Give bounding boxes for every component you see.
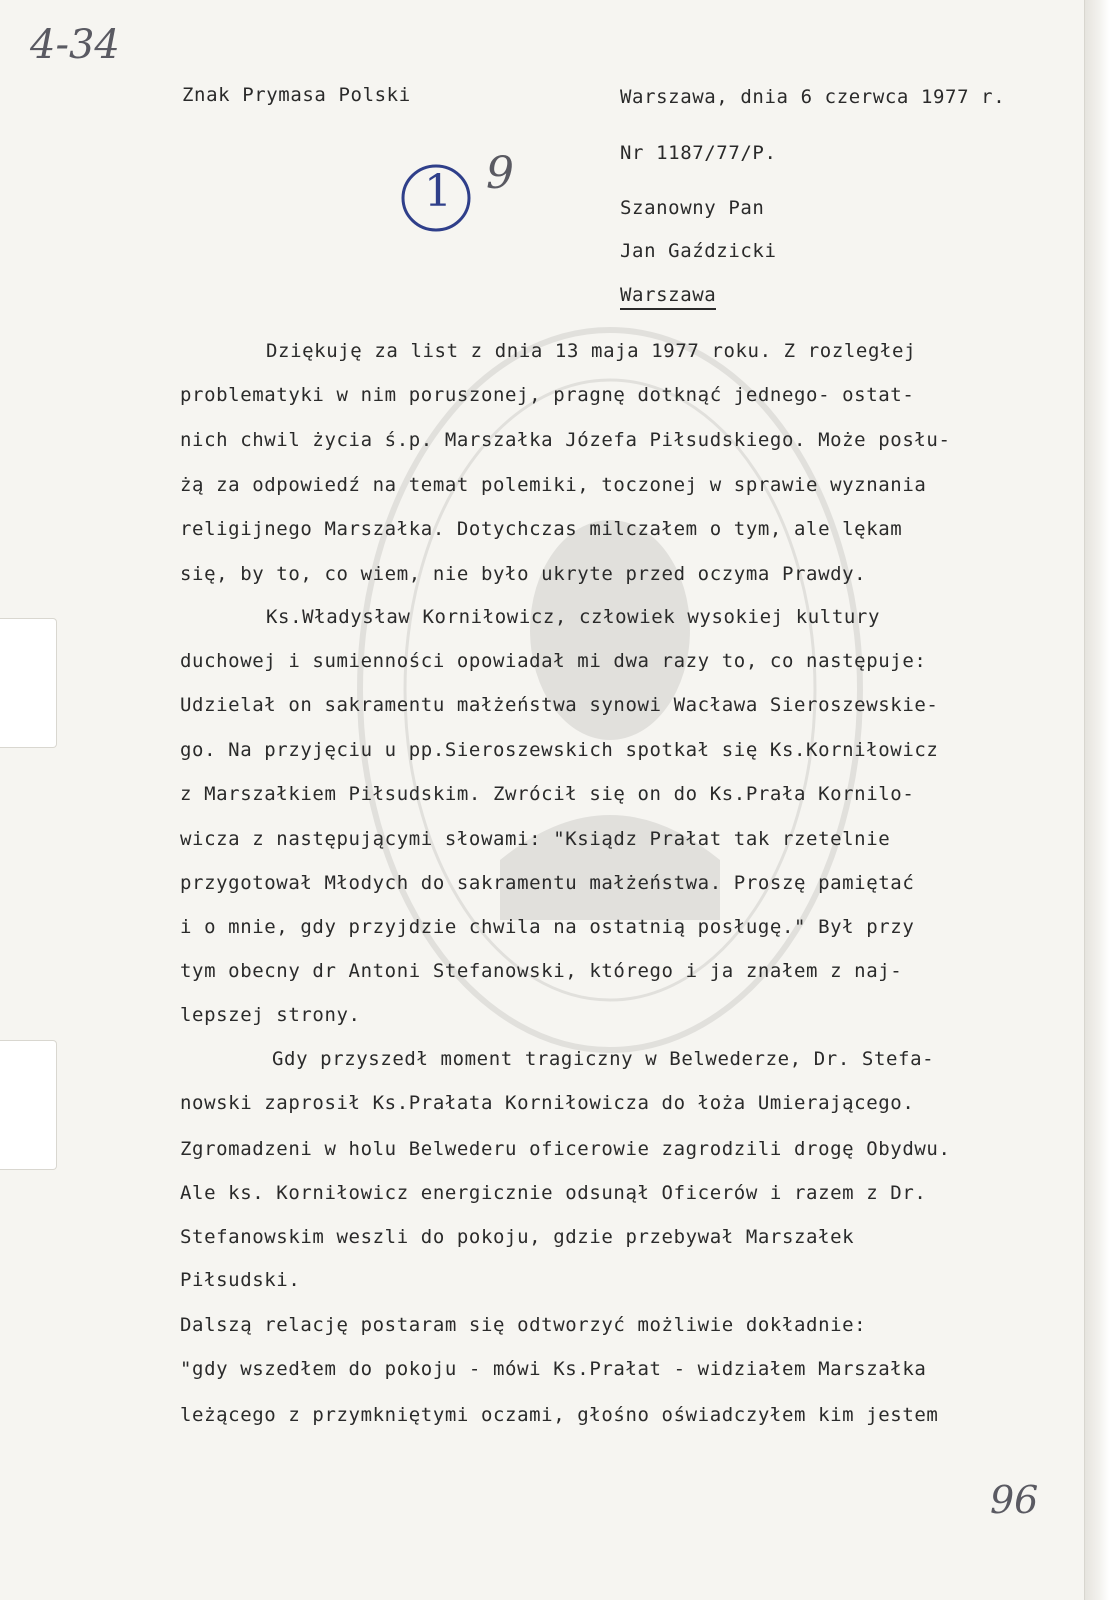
body-line: wicza z następującymi słowami: "Ksiądz Prałat tak rzetelnie bbox=[180, 828, 891, 850]
body-line: go. Na przyjęciu u pp.Sieroszewskich spotkał się Ks.Korniłowicz bbox=[180, 739, 939, 761]
body-line: Udzielał on sakramentu małżeństwa synowi Wacława Sieroszewskie- bbox=[180, 694, 939, 716]
archive-mark-bottom-right: 96 bbox=[990, 1478, 1039, 1522]
body-line: Ale ks. Korniłowicz energicznie odsunął Oficerów i razem z Dr. bbox=[180, 1182, 927, 1204]
body-line: nowski zaprosił Ks.Prałata Korniłowicza do łoża Umierającego. bbox=[180, 1092, 915, 1114]
body-line: Gdy przyszedł moment tragiczny w Belwederze, Dr. Stefa- bbox=[272, 1048, 935, 1070]
binder-hole-lower bbox=[0, 1040, 57, 1170]
body-line: "gdy wszedłem do pokoju - mówi Ks.Prałat - widziałem Marszałka bbox=[180, 1358, 927, 1380]
addressee-salutation: Szanowny Pan bbox=[620, 197, 765, 219]
body-line: się, by to, co wiem, nie było ukryte przed oczyma Prawdy. bbox=[180, 563, 867, 585]
body-line: przygotował Młodych do sakramentu małżeństwa. Proszę pamiętać bbox=[180, 872, 915, 894]
body-line: tym obecny dr Antoni Stefanowski, którego i ja znałem z naj- bbox=[180, 960, 903, 982]
body-line: Piłsudski. bbox=[180, 1269, 301, 1291]
paper-edge bbox=[1084, 0, 1109, 1600]
body-line: problematyki w nim poruszonej, pragnę dotknąć jednego- ostat- bbox=[180, 384, 915, 406]
body-line: religijnego Marszałka. Dotychczas milczałem o tym, ale lękam bbox=[180, 518, 903, 540]
body-line: Ks.Władysław Korniłowicz, człowiek wysokiej kultury bbox=[266, 606, 880, 628]
body-line: żą za odpowiedź na temat polemiki, toczonej w sprawie wyznania bbox=[180, 474, 927, 496]
body-line: duchowej i sumienności opowiadał mi dwa razy to, co następuje: bbox=[180, 650, 927, 672]
body-line: z Marszałkiem Piłsudskim. Zwrócił się on do Ks.Prała Kornilo- bbox=[180, 783, 915, 805]
addressee-name: Jan Gaździcki bbox=[620, 240, 777, 262]
body-line: i o mnie, gdy przyjdzie chwila na ostatnią posługę." Był przy bbox=[180, 916, 915, 938]
place-date: Warszawa, dnia 6 czerwca 1977 r. bbox=[620, 86, 1006, 108]
body-line: leżącego z przymkniętymi oczami, głośno oświadczyłem kim jestem bbox=[180, 1404, 939, 1426]
archive-mark-top-left: 4-34 bbox=[30, 22, 120, 68]
body-line: nich chwil życia ś.p. Marszałka Józefa Piłsudskiego. Może posłu- bbox=[180, 429, 951, 451]
binder-hole-upper bbox=[0, 618, 57, 748]
body-line: Dalszą relację postaram się odtworzyć możliwie dokładnie: bbox=[180, 1314, 867, 1336]
body-line: Stefanowskim weszli do pokoju, gdzie przebywał Marszałek bbox=[180, 1226, 855, 1248]
folio-suffix: 9 bbox=[486, 148, 514, 199]
addressee-city: Warszawa bbox=[620, 284, 716, 310]
folio-number: 1 bbox=[424, 166, 452, 217]
reference-number: Nr 1187/77/P. bbox=[620, 142, 777, 164]
body-line: lepszej strony. bbox=[180, 1004, 361, 1026]
body-line: Zgromadzeni w holu Belwederu oficerowie zagrodzili drogę Obydwu. bbox=[180, 1138, 951, 1160]
sender-line: Znak Prymasa Polski bbox=[182, 84, 411, 106]
body-line: Dziękuję za list z dnia 13 maja 1977 roku. Z rozległej bbox=[266, 340, 917, 362]
